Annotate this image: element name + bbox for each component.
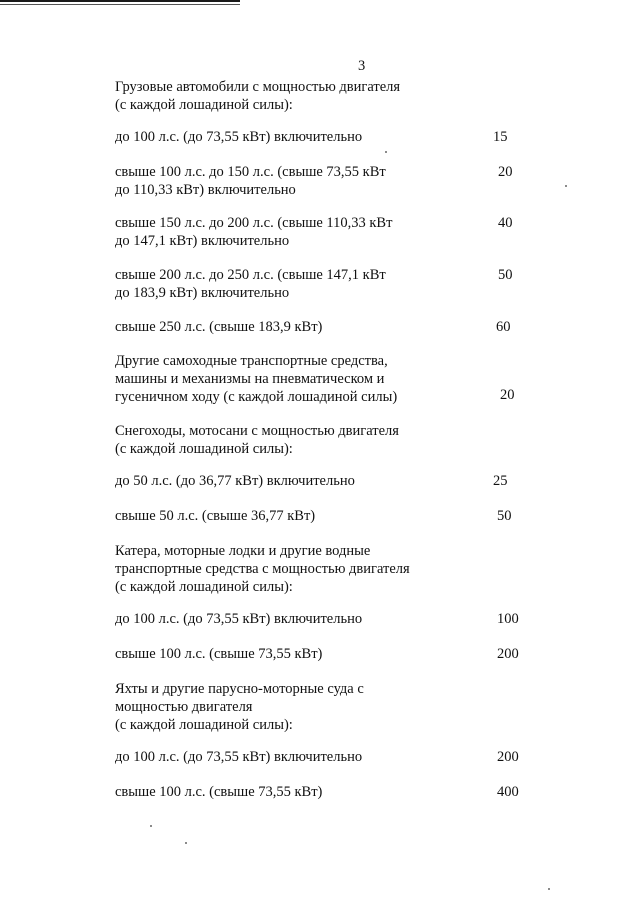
top-rule-thin [0,4,240,5]
row-label: до 100 л.с. (до 73,55 кВт) включительно [115,129,363,145]
row-label: до 100 л.с. (до 73,55 кВт) включительно [115,611,363,627]
section-heading-yachts: Яхты и другие парусно-моторные суда с мощностью двигателя (с каждой лошадиной силы): [115,681,364,733]
row-value: 60 [496,319,511,335]
row-value: 400 [497,784,519,800]
top-rule [0,0,240,2]
row-value: 50 [498,267,513,283]
section-heading-trucks: Грузовые автомобили с мощностью двигателя (с каждой лошадиной силы): [115,79,401,113]
scan-speck [565,185,567,187]
row-label: свыше 100 л.с. (свыше 73,55 кВт) [115,784,323,800]
row-value: 20 [500,387,515,403]
section-heading-snowmobiles: Снегоходы, мотосани с мощностью двигателя (с каждой лошадиной силы): [115,423,399,457]
row-value: 25 [493,473,508,489]
scan-speck [185,842,187,844]
row-value: 100 [497,611,519,627]
row-label: свыше 200 л.с. до 250 л.с. (свыше 147,1 кВт до 183,9 кВт) включительно [115,267,386,301]
row-label: свыше 150 л.с. до 200 л.с. (свыше 110,33 кВт до 147,1 кВт) включительно [115,215,393,249]
section-heading-boats: Катера, моторные лодки и другие водные транспортные средства с мощностью двигателя (с каждой лошадиной силы): [115,543,410,595]
row-label: Другие самоходные транспортные средства, машины и механизмы на пневматическом и гусеничном ходу (с каждой лошадиной силы) [115,353,398,405]
scan-speck [150,825,152,827]
row-label: свыше 100 л.с. до 150 л.с. (свыше 73,55 кВт до 110,33 кВт) включительно [115,164,386,198]
row-label: до 100 л.с. (до 73,55 кВт) включительно [115,749,363,765]
row-label: свыше 250 л.с. (свыше 183,9 кВт) [115,319,323,335]
scan-speck [548,888,550,890]
row-value: 15 [493,129,508,145]
row-value: 200 [497,749,519,765]
scan-speck [385,151,387,153]
row-label: до 50 л.с. (до 36,77 кВт) включительно [115,473,355,489]
row-value: 50 [497,508,512,524]
page-number: 3 [358,58,366,74]
row-label: свыше 100 л.с. (свыше 73,55 кВт) [115,646,323,662]
row-value: 200 [497,646,519,662]
row-value: 20 [498,164,513,180]
row-label: свыше 50 л.с. (свыше 36,77 кВт) [115,508,316,524]
row-value: 40 [498,215,513,231]
